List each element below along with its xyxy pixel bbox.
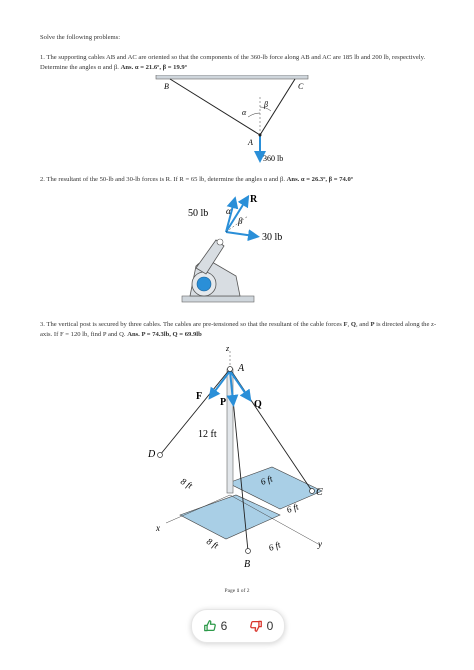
label-r: R: [250, 194, 258, 205]
problem-2-statement: 2. The resultant of the 50-lb and 30-lb forces is R. If R = 65 lb, determine the angles α and β.: [40, 176, 285, 183]
label-12ft: 12 ft: [198, 429, 217, 440]
label-d: D: [148, 449, 156, 460]
anchor-d: [158, 453, 163, 458]
document-heading: Solve the following problems:: [40, 34, 121, 41]
label-q: Q: [254, 399, 262, 410]
page-total: 2: [246, 588, 250, 594]
problem-3-answer: Ans. P = 74.3lb, Q = 69.9lb: [127, 330, 202, 338]
downvote-count: 0: [266, 619, 274, 633]
problem-2-figure: [170, 190, 300, 308]
label-6ft-upper: 6 ft: [259, 473, 274, 487]
sep-1: ,: [347, 321, 351, 328]
label-b: B: [244, 559, 251, 570]
upvote-button[interactable]: [203, 619, 228, 633]
page-number: [0, 588, 474, 594]
label-b: B: [164, 82, 169, 91]
label-c: C: [316, 487, 323, 498]
alpha-arc: [248, 113, 260, 117]
pin-inner: [197, 277, 211, 291]
label-alpha: α: [226, 206, 231, 216]
problem-1-answer: Ans. α = 21.6º, β = 19.9º: [120, 63, 187, 71]
label-50lb: 50 lb: [188, 208, 209, 219]
label-f: F: [196, 391, 203, 402]
label-30lb: 30 lb: [262, 232, 283, 243]
label-p: P: [220, 397, 227, 408]
problem-1-text: [40, 53, 440, 72]
problem-3-statement-b: is directed along the z-axis. If F = 120 lb, find P and Q.: [40, 321, 437, 338]
arm-pin: [217, 239, 223, 245]
problem-3-figure: [140, 345, 340, 575]
label-beta: β: [238, 216, 243, 226]
label-8ft-upper: 8 ft: [179, 476, 195, 491]
problem-1-statement: 1. The supporting cables AB and AC are oriented so that the components of the 360-lb force along AB and AC are 185 lb and 200 lb, respectively. Determine the angles α and β.: [40, 54, 426, 71]
force-30-arrow: [226, 232, 254, 236]
thumbs-down-icon: [249, 619, 263, 633]
bold-p: P: [370, 321, 375, 328]
label-360lb: 360 lb: [263, 154, 284, 163]
label-6ft-right: 6 ft: [285, 501, 300, 515]
label-x: x: [156, 523, 160, 533]
bold-f: F: [343, 321, 348, 328]
label-8ft-lower: 8 ft: [205, 536, 221, 551]
page-label: Page: [224, 588, 236, 594]
upvote-count: 6: [220, 619, 228, 633]
point-a: [259, 134, 262, 137]
ceiling: [156, 75, 308, 79]
problem-2-text: [40, 175, 440, 185]
bold-q: Q: [350, 321, 356, 328]
label-alpha: α: [242, 108, 247, 117]
problem-2-answer: Ans. α = 26.3º, β = 74.0º: [286, 176, 353, 183]
problem-1-figure: [150, 75, 320, 170]
base-plate: [182, 296, 254, 302]
label-beta: β: [264, 100, 268, 109]
anchor-c: [310, 489, 315, 494]
cable-ad: [160, 369, 230, 455]
cable-ab: [170, 79, 260, 135]
resultant-r-arrow: [226, 200, 246, 232]
page-of: of: [240, 588, 246, 594]
label-6ft-lower: 6 ft: [267, 539, 282, 553]
page-current: 1: [236, 588, 240, 594]
sep-2: , and: [355, 321, 371, 328]
label-a: A: [238, 363, 245, 374]
problem-3-text: [40, 320, 440, 339]
vote-bar: [191, 609, 285, 643]
label-a: A: [248, 138, 253, 147]
anchor-b: [246, 549, 251, 554]
label-z: z: [226, 345, 230, 353]
thumbs-up-icon: [203, 619, 217, 633]
post-top: [228, 367, 233, 372]
problem-3-statement-a: 3. The vertical post is secured by three cables. The cables are pre-tensioned so that the resultant of the cable forces: [40, 321, 344, 328]
label-y: y: [318, 539, 322, 549]
downvote-button[interactable]: [249, 619, 274, 633]
label-c: C: [298, 82, 304, 91]
